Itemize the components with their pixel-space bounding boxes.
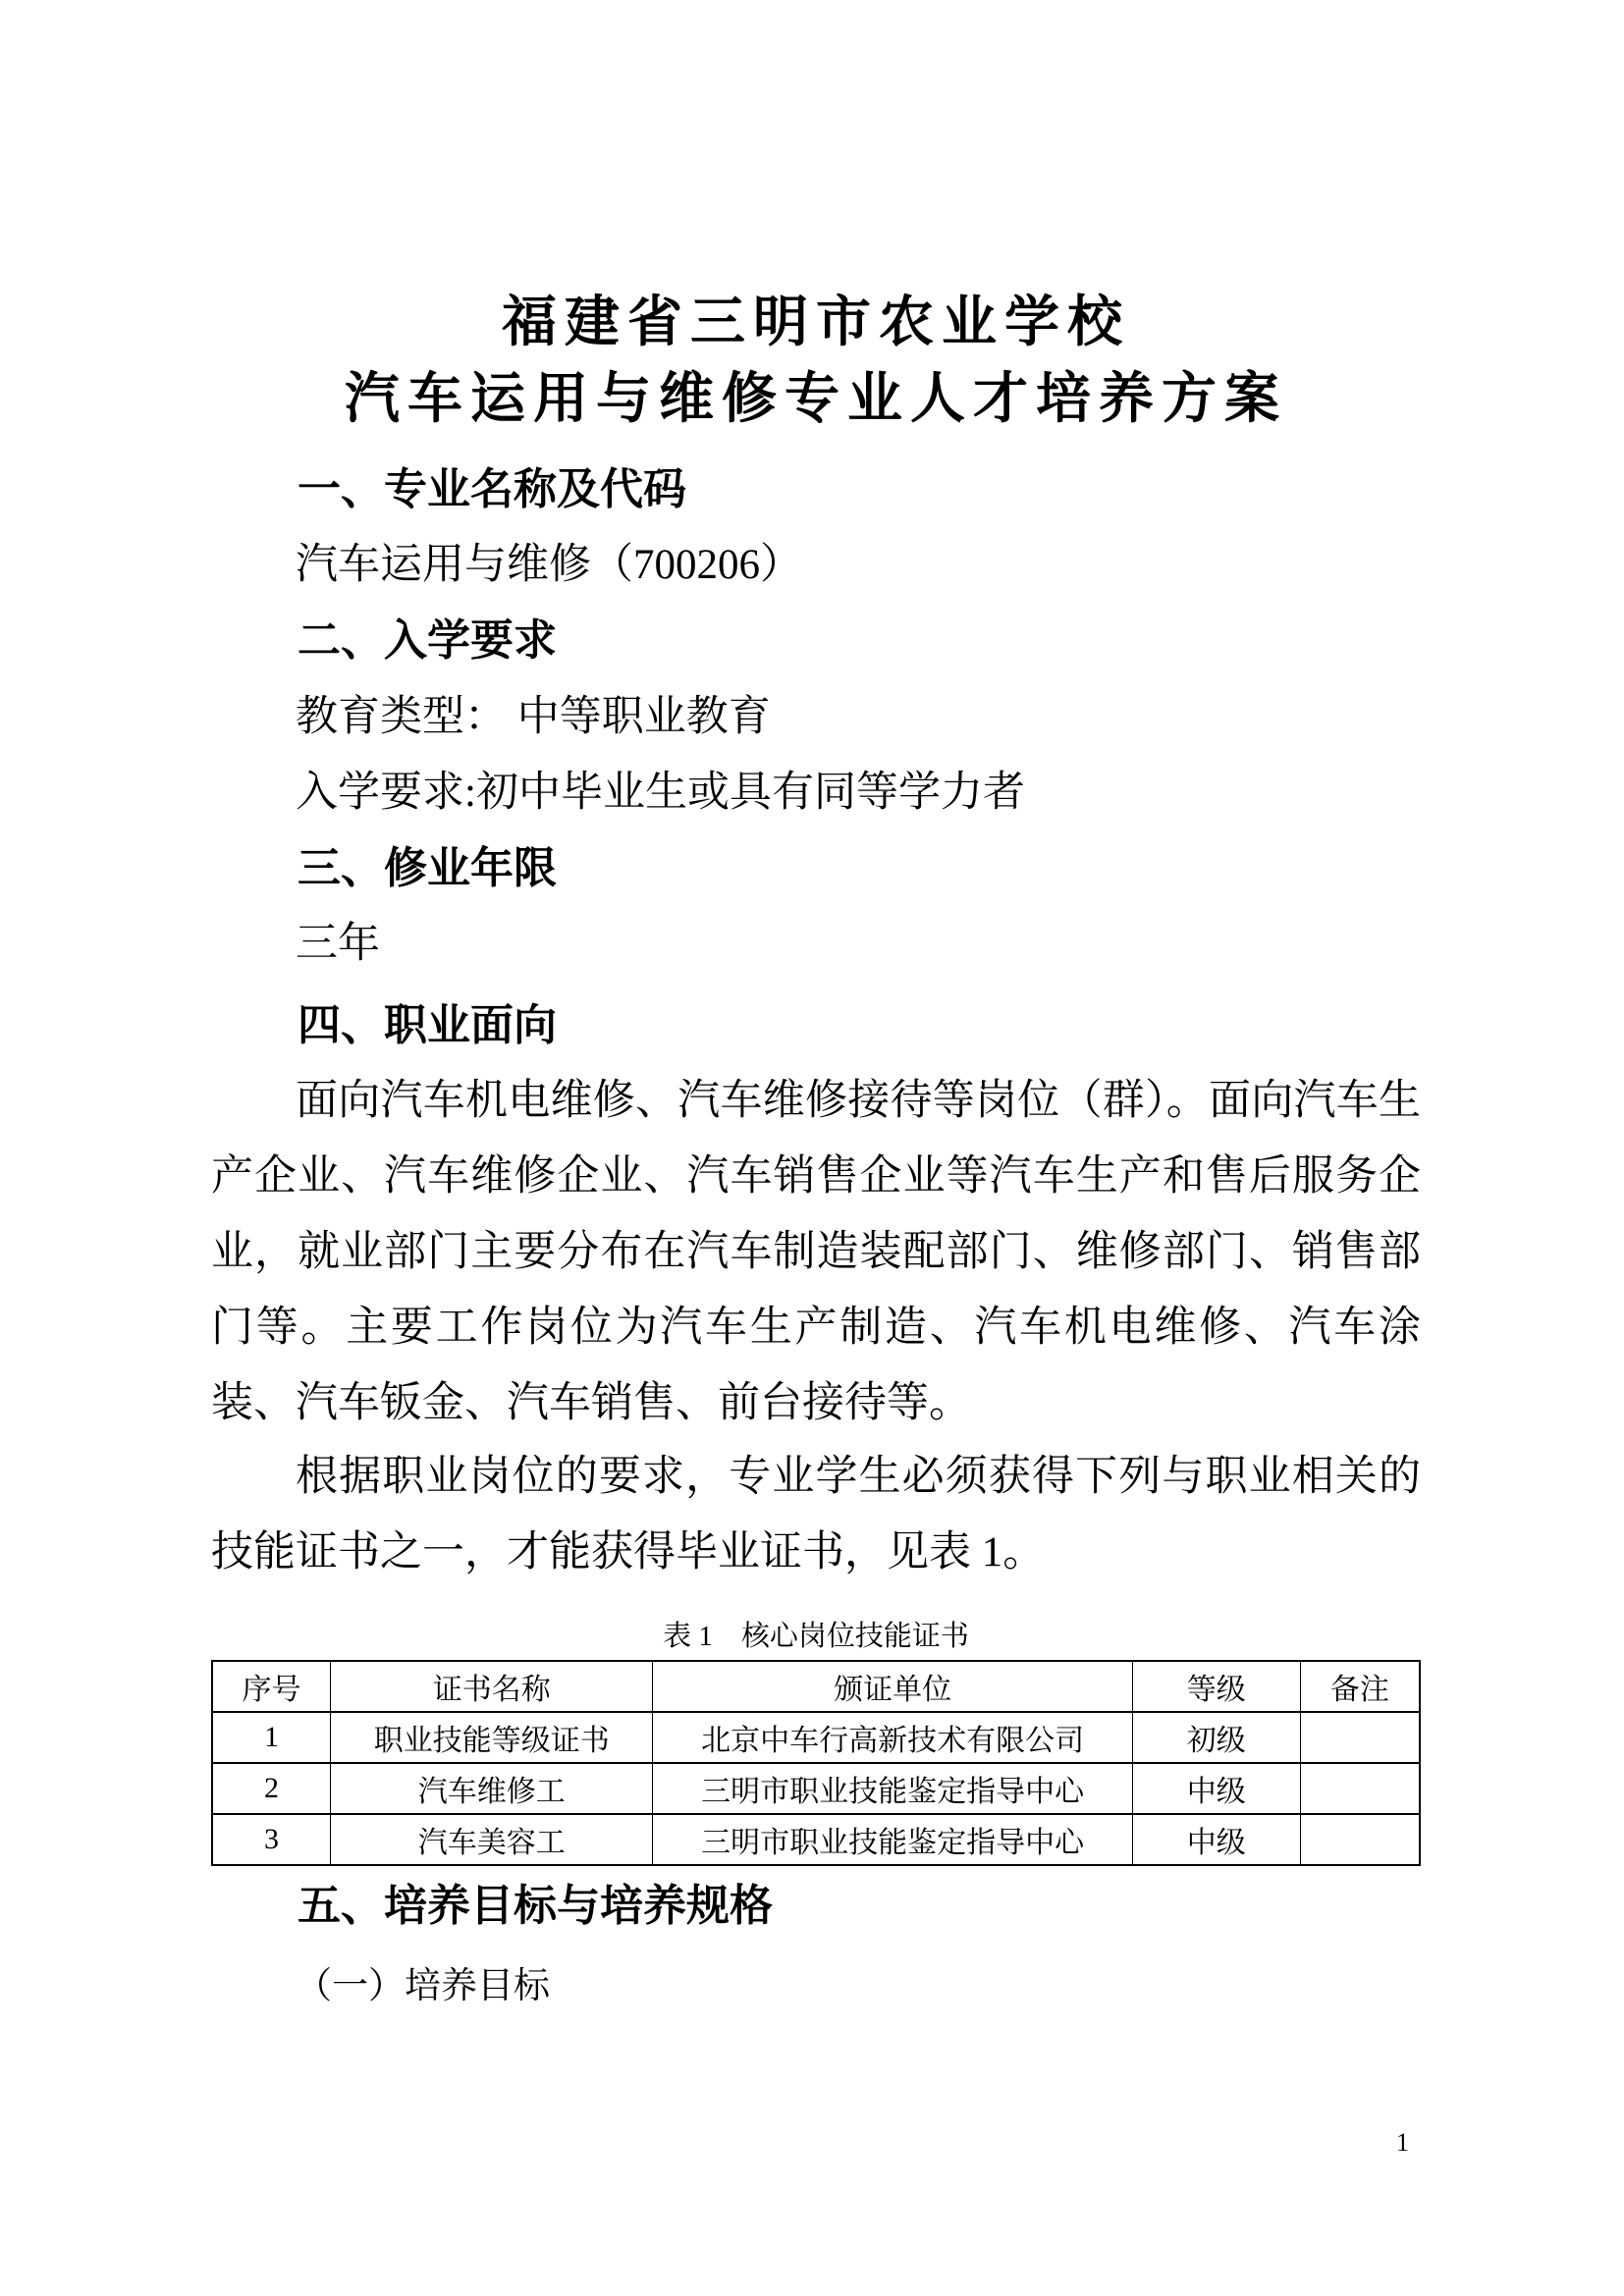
section-heading-5: 五、培养目标与培养规格 bbox=[298, 1882, 773, 1930]
paragraph-career-orientation: 面向汽车机电维修、汽车维修接待等岗位（群）。面向汽车生产企业、汽车维修企业、汽车销售企业等汽车生产和售后服务企业，就业部门主要分布在汽车制造装配部门、维修部门、销售部门等。主要工作岗位为汽车生产制造、汽车机电维修、汽车涂装、汽车钣金、汽车销售、前台接待等。 bbox=[211, 1078, 1421, 1426]
document-content bbox=[211, 0, 1421, 2296]
table-cell: 汽车维修工 bbox=[331, 1763, 653, 1814]
table-cell bbox=[1300, 1763, 1420, 1814]
table-row bbox=[212, 1814, 1420, 1865]
table-cell: 北京中车行高新技术有限公司 bbox=[653, 1712, 1132, 1763]
paragraph-major-code: 汽车运用与维修（700206） bbox=[296, 542, 802, 588]
doc-title-line-2: 汽车运用与维修专业人才培养方案 bbox=[345, 369, 1287, 430]
table-cell: 职业技能等级证书 bbox=[331, 1712, 653, 1763]
paragraph-duration: 三年 bbox=[296, 921, 380, 967]
table-header-cell: 备注 bbox=[1300, 1661, 1420, 1712]
table-header-row bbox=[212, 1661, 1420, 1712]
paragraph-certificate-requirement: 根据职业岗位的要求，专业学生必须获得下列与职业相关的技能证书之一，才能获得毕业证书，见表 1。 bbox=[211, 1454, 1421, 1575]
table-cell: 三明市职业技能鉴定指导中心 bbox=[653, 1814, 1132, 1865]
table-cell: 中级 bbox=[1132, 1814, 1300, 1865]
table-cell: 1 bbox=[212, 1712, 331, 1763]
table-row bbox=[212, 1763, 1420, 1814]
table-header-cell: 等级 bbox=[1132, 1661, 1300, 1712]
paragraph-education-type: 教育类型： 中等职业教育 bbox=[296, 694, 771, 740]
certificate-table bbox=[211, 1660, 1421, 1866]
table-row bbox=[212, 1712, 1420, 1763]
table-cell: 2 bbox=[212, 1763, 331, 1814]
table-header-cell: 颁证单位 bbox=[653, 1661, 1132, 1712]
doc-title-line-1: 福建省三明市农业学校 bbox=[502, 293, 1130, 353]
table-cell: 3 bbox=[212, 1814, 331, 1865]
table-cell: 初级 bbox=[1132, 1712, 1300, 1763]
table-cell: 中级 bbox=[1132, 1763, 1300, 1814]
section-heading-2: 二、入学要求 bbox=[298, 616, 557, 665]
section-heading-4: 四、职业面向 bbox=[298, 1001, 557, 1049]
table-cell: 汽车美容工 bbox=[331, 1814, 653, 1865]
sub-heading-training-objective: （一）培养目标 bbox=[296, 1966, 550, 2006]
table-cell: 三明市职业技能鉴定指导中心 bbox=[653, 1763, 1132, 1814]
table-header-cell: 证书名称 bbox=[331, 1661, 653, 1712]
section-heading-3: 三、修业年限 bbox=[298, 844, 557, 892]
page-number: 1 bbox=[1396, 2128, 1409, 2157]
paragraph-entry-requirement: 入学要求:初中毕业生或具有同等学力者 bbox=[296, 770, 1025, 816]
table-header-cell: 序号 bbox=[212, 1661, 331, 1712]
table-cell bbox=[1300, 1712, 1420, 1763]
table-caption: 表 1 核心岗位技能证书 bbox=[663, 1621, 969, 1652]
section-heading-1: 一、专业名称及代码 bbox=[298, 465, 686, 513]
table-cell bbox=[1300, 1814, 1420, 1865]
